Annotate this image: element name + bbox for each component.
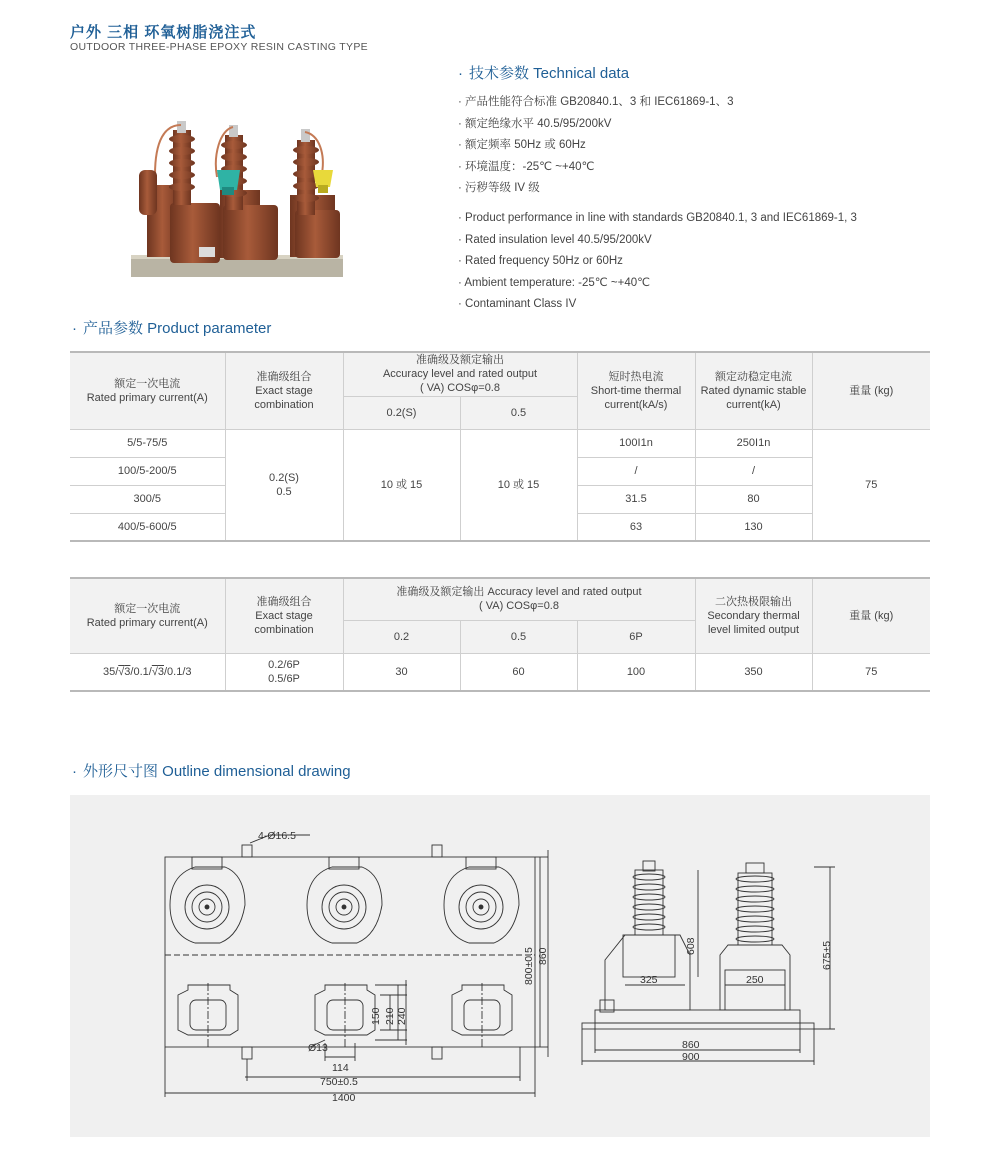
outline-heading: · 外形尺寸图 Outline dimensional drawing: [72, 763, 351, 780]
cell: 0.2(S) 0.5: [225, 429, 343, 541]
cell: 60: [460, 653, 577, 691]
header-cell: 重量 (kg): [812, 352, 930, 429]
header-cell: 额定一次电流 Rated primary current(A): [70, 352, 225, 429]
header-cell: 二次热极限输出 Secondary thermal level limited output: [695, 578, 812, 653]
body-bottom-2: [315, 983, 375, 1047]
cell: 80: [695, 485, 812, 513]
header-cell: 0.5: [460, 396, 577, 429]
cell: 100: [577, 653, 695, 691]
cell: 75: [812, 653, 930, 691]
header-cell: 准确级及额定输出 Accuracy level and rated output ( VA) COSφ=0.8: [343, 352, 577, 396]
header-cell: 6P: [577, 620, 695, 653]
cell: 5/5-75/5: [70, 429, 225, 457]
list-item: · Contaminant Class IV: [458, 298, 577, 310]
list-item: · Rated insulation level 40.5/95/200kV: [458, 233, 652, 246]
dim-240: 240: [396, 1007, 408, 1025]
cell: 63: [577, 513, 695, 541]
cell: 350: [695, 653, 812, 691]
dim-1400: 1400: [332, 1092, 356, 1104]
list-item: · 污秽等级 IV 级: [458, 182, 540, 194]
list-item: · Product performance in line with standards GB20840.1, 3 and IEC61869-1, 3: [458, 212, 857, 224]
cell: 0.2/6P 0.5/6P: [225, 653, 343, 691]
header-cell: 0.2: [343, 620, 460, 653]
dim-side-900: 900: [682, 1051, 700, 1063]
list-item: · 环境温度：-25℃ ~+40℃: [458, 160, 595, 173]
dim-114: 114: [332, 1062, 349, 1074]
dim-250: 250: [746, 974, 764, 986]
cell: 31.5: [577, 485, 695, 513]
cell: 400/5-600/5: [70, 513, 225, 541]
cell: 100I1n: [577, 429, 695, 457]
list-item: · 产品性能符合标准 GB20840.1、3 和 IEC61869-1、3: [458, 96, 734, 108]
side-view: [582, 861, 835, 1065]
table-row: [70, 429, 930, 457]
cell: 10 或 15: [460, 429, 577, 541]
dim-13: Ø13: [308, 1042, 328, 1054]
technical-en-list: [458, 208, 857, 316]
header-cell: 额定一次电流 Rated primary current(A): [70, 578, 225, 653]
cell: 35/√3/0.1/√3/0.1/3: [70, 653, 225, 691]
body-bottom-3: [452, 983, 512, 1047]
header-cell: 0.2(S): [343, 396, 460, 429]
list-item: · 额定绝缘水平 40.5/95/200kV: [458, 117, 612, 130]
header-cell: 准确级及额定输出 Accuracy level and rated output ( VA) COSφ=0.8: [343, 578, 695, 620]
dim-210: 210: [384, 1007, 396, 1025]
cell: 30: [343, 653, 460, 691]
list-item: · 额定频率 50Hz 或 60Hz: [458, 139, 586, 151]
header-cell: 准确级组合 Exact stage combination: [225, 352, 343, 429]
cell: 130: [695, 513, 812, 541]
list-item: · Rated frequency 50Hz or 60Hz: [458, 255, 623, 267]
cell: 100/5-200/5: [70, 457, 225, 485]
cell: 75: [812, 429, 930, 541]
list-item: · Ambient temperature: -25℃ ~+40℃: [458, 276, 651, 289]
body-bottom-1: [178, 983, 238, 1047]
insulator-top-3: [444, 857, 519, 943]
insulator-top-2: [307, 857, 382, 943]
dim-325: 325: [640, 974, 658, 986]
cell: 250I1n: [695, 429, 812, 457]
header-cell: 准确级组合 Exact stage combination: [225, 578, 343, 653]
header-cell: 短时热电流 Short-time thermal current(kA/s): [577, 352, 695, 429]
dim-675: 675±5: [821, 940, 833, 970]
dim-860: 860: [537, 947, 549, 965]
outline-drawing: [70, 795, 930, 1137]
dim-side-860: 860: [682, 1039, 700, 1051]
product-photo: [125, 115, 350, 280]
spec-table-2: [70, 577, 930, 692]
spec-table-1: [70, 351, 930, 542]
cell: /: [695, 457, 812, 485]
technical-cn-list: [458, 92, 733, 200]
insulator-top-1: [170, 857, 245, 943]
dim-608: 608: [685, 937, 697, 955]
cell: 10 或 15: [343, 429, 460, 541]
dim-800: 800±0.5: [523, 947, 535, 985]
dim-750: 750±0.5: [320, 1076, 358, 1088]
technical-heading: · 技术参数 Technical data: [458, 65, 630, 82]
dim-holes: 4-Ø16.5: [258, 830, 296, 842]
header-cell: 0.5: [460, 620, 577, 653]
header-cell: 重量 (kg): [812, 578, 930, 653]
page-title-en: OUTDOOR THREE-PHASE EPOXY RESIN CASTING TYPE: [70, 41, 368, 53]
product-heading: · 产品参数 Product parameter: [72, 320, 272, 337]
table-row: [70, 653, 930, 691]
cell: /: [577, 457, 695, 485]
header-cell: 额定动稳定电流 Rated dynamic stable current(kA): [695, 352, 812, 429]
dim-150: 150: [370, 1007, 382, 1025]
page-title-cn: 户外 三相 环氧树脂浇注式: [70, 24, 257, 41]
cell: 300/5: [70, 485, 225, 513]
